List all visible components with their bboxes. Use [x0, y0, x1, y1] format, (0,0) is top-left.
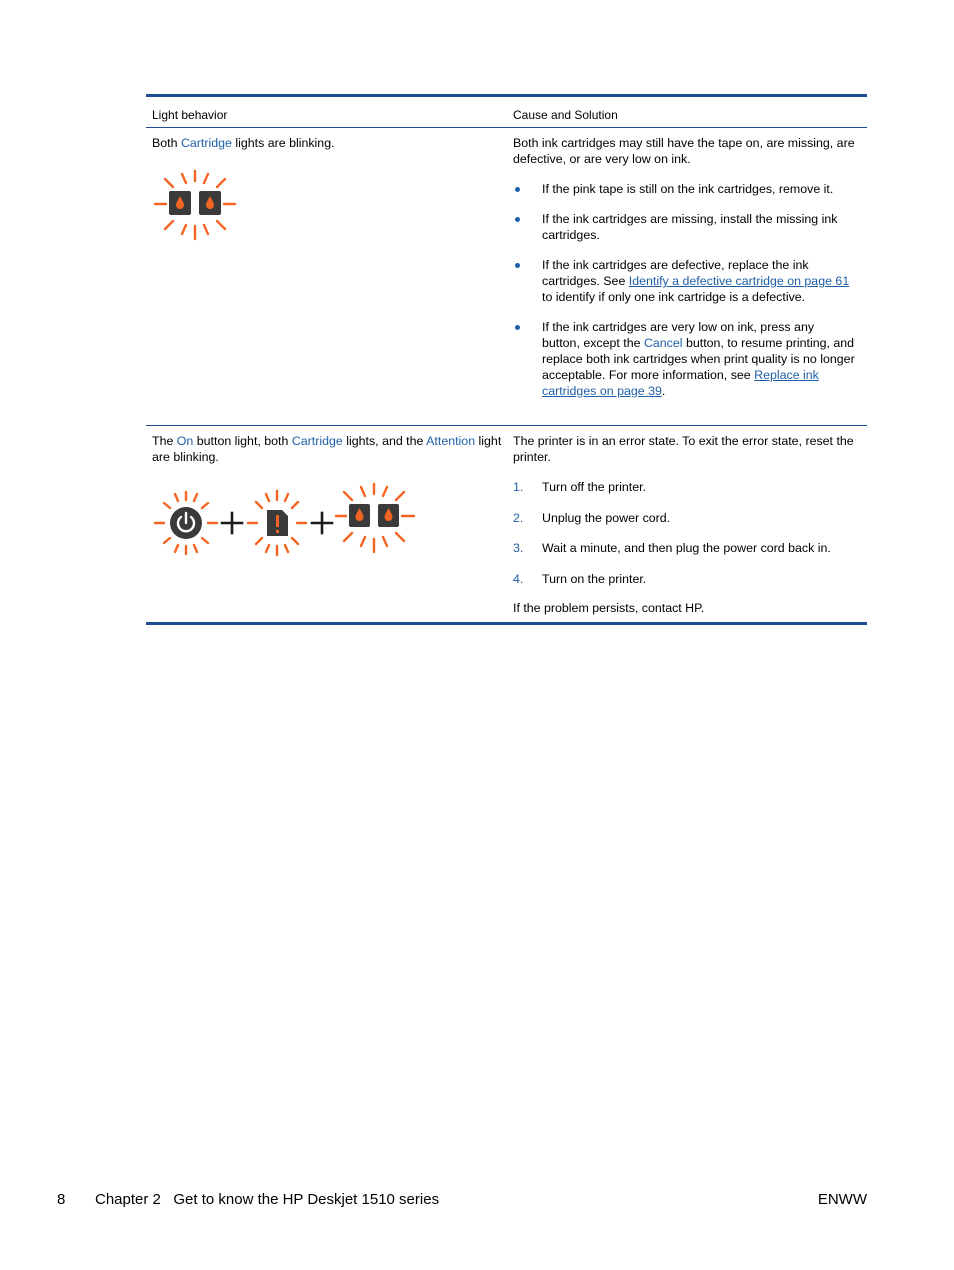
- cause-solution-cell: [506, 128, 867, 425]
- step-number: 1.: [513, 480, 524, 494]
- behavior-text: The On button light, both Cartridge lights, and the Attention light are blinking.: [152, 434, 502, 464]
- cartridge-keyword: Cartridge: [180, 136, 232, 150]
- bullet-icon: [515, 325, 520, 330]
- chapter-title: Chapter 2 Get to know the HP Deskjet 1510 series: [95, 1191, 440, 1208]
- list-item: 2. Unplug the power cord.: [513, 510, 671, 525]
- table-row: [146, 128, 867, 426]
- behavior-text: Both Cartridge lights are blinking.: [152, 136, 335, 150]
- step-number: 2.: [513, 510, 524, 525]
- list-item: 3. Wait a minute, and then plug the power cord back in.: [513, 541, 831, 555]
- identify-defective-cartridge-link[interactable]: Identify a defective cartridge on page 61: [628, 274, 850, 288]
- table-header: [146, 97, 867, 128]
- on-attention-cartridge-lights-blinking-icon: [152, 482, 418, 566]
- step-number: 4.: [513, 571, 524, 586]
- light-behavior-table: [146, 94, 867, 625]
- both-cartridge-lights-blinking-icon: [152, 168, 238, 252]
- header-cause-solution: Cause and Solution: [513, 108, 618, 122]
- replace-ink-cartridges-link[interactable]: Replace ink cartridges on page 39: [542, 368, 819, 398]
- table-row: [146, 426, 867, 622]
- cartridge-glow-icon: [336, 484, 414, 552]
- attention-keyword: Attention: [426, 434, 476, 448]
- list-item: If the ink cartridges are very low on ink, press any button, except the Cancel button, to resume printing, and replace both ink cartridges when print quality is no longer acceptable. For more information, see Replace ink cartridges on page 39.: [513, 319, 855, 399]
- list-item: If the pink tape is still on the ink cartridges, remove it.: [513, 181, 855, 197]
- bullet-icon: [515, 187, 520, 192]
- cancel-keyword: Cancel: [643, 336, 683, 350]
- cause-intro: The printer is in an error state. To exit the error state, reset the printer.: [513, 434, 854, 464]
- on-keyword: On: [176, 434, 194, 448]
- light-behavior-cell: [146, 128, 506, 425]
- bullet-icon: [515, 263, 520, 268]
- list-item: If the ink cartridges are defective, replace the ink cartridges. See Identify a defective cartridge on page 61 to identify if only one ink cartridge is a defective.: [513, 257, 855, 305]
- closing-note: If the problem persists, contact HP.: [513, 601, 705, 615]
- bullet-icon: [515, 217, 520, 222]
- reset-steps-list: [513, 479, 855, 587]
- header-light-behavior: Light behavior: [152, 108, 228, 122]
- cause-intro: Both ink cartridges may still have the tape on, are missing, are defective, or are very low on ink.: [513, 136, 855, 166]
- light-behavior-cell: [146, 426, 506, 622]
- list-item: 4. Turn on the printer.: [513, 571, 647, 586]
- list-item: If the ink cartridges are missing, install the missing ink cartridges.: [513, 211, 855, 243]
- cause-solution-cell: [506, 426, 867, 622]
- page-number: 8: [57, 1191, 66, 1208]
- solution-list: [513, 181, 855, 399]
- cartridge-keyword: Cartridge: [291, 434, 343, 448]
- list-item: 1. Turn off the printer.: [513, 480, 647, 494]
- step-number: 3.: [513, 541, 524, 555]
- locale-code: ENWW: [817, 1191, 867, 1208]
